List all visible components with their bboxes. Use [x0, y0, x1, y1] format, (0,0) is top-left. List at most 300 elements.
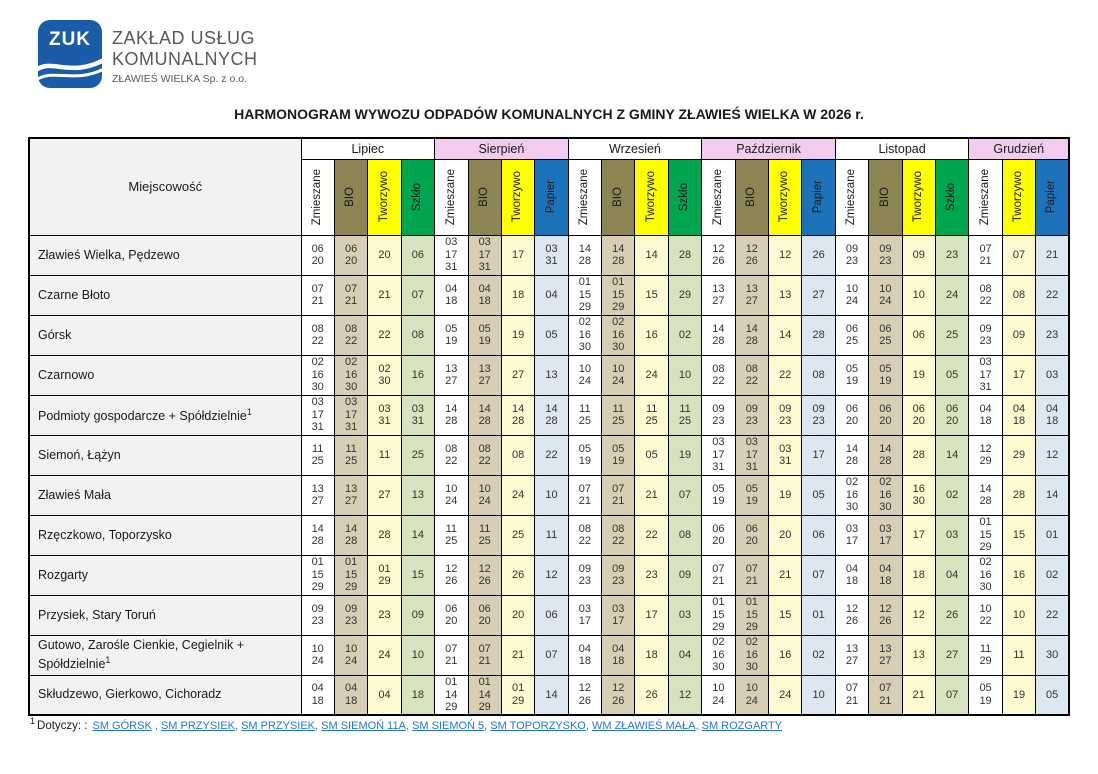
date-stack [802, 369, 834, 382]
date-cell [935, 635, 968, 675]
date-cell [1036, 515, 1069, 555]
date-line: 08 [979, 282, 992, 295]
date-cell [1002, 675, 1035, 715]
date-stack [602, 276, 634, 314]
date-line: 22 [1045, 288, 1059, 301]
date-line: 12 [1045, 448, 1059, 461]
date-line: 14 [1045, 488, 1059, 501]
fraction-header-szklo [668, 159, 701, 235]
date-line: 22 [779, 368, 792, 381]
date-stack [535, 449, 567, 462]
date-cell [535, 395, 568, 435]
date-line: 04 [612, 642, 625, 655]
date-cell [802, 235, 835, 275]
date-stack [969, 403, 1001, 428]
fraction-header-papier [802, 159, 835, 235]
date-line: 15 [411, 568, 425, 581]
date-line: 01 [578, 276, 591, 289]
date-line: 14 [545, 688, 558, 701]
fraction-header-label: Tworzywo [912, 171, 925, 223]
date-line: 16 [645, 328, 658, 341]
date-stack [702, 283, 734, 308]
date-stack [335, 523, 367, 548]
date-line: 03 [545, 242, 558, 255]
date-line: 26 [879, 615, 892, 627]
date-stack [1036, 569, 1068, 582]
date-stack [802, 249, 834, 262]
date-line: 21 [745, 575, 758, 587]
date-cell [602, 555, 635, 595]
date-line: 10 [912, 288, 925, 301]
date-stack [1036, 329, 1068, 342]
date-cell [668, 515, 701, 555]
date-stack [402, 689, 434, 702]
date-line: 14 [712, 322, 725, 335]
date-stack [635, 369, 667, 382]
date-line: 08 [311, 322, 324, 335]
date-stack [335, 643, 367, 668]
footnote-link-separator: , [585, 719, 592, 732]
date-line: 22 [745, 375, 758, 387]
table-row [29, 515, 1069, 555]
date-line: 19 [979, 694, 992, 707]
date-stack [903, 403, 935, 428]
logo-wave-icon [38, 56, 102, 86]
date-cell [702, 475, 735, 515]
date-line: 02 [612, 316, 625, 329]
date-line: 17 [478, 248, 491, 261]
date-cell [301, 475, 334, 515]
date-cell [668, 275, 701, 315]
date-stack [402, 489, 434, 502]
date-stack [502, 369, 534, 382]
date-cell [435, 435, 468, 475]
date-line: 06 [545, 608, 558, 621]
date-cell [501, 675, 534, 715]
date-line: 17 [745, 448, 758, 461]
date-stack [903, 249, 935, 262]
date-cell [769, 435, 802, 475]
date-line: 01 [712, 596, 725, 609]
date-stack [502, 682, 534, 707]
date-stack [802, 689, 834, 702]
date-line: 11 [1013, 648, 1025, 661]
date-line: 29 [979, 541, 992, 554]
date-line: 03 [612, 602, 625, 615]
date-line: 28 [378, 528, 391, 541]
date-line: 22 [478, 455, 491, 467]
date-line: 03 [879, 522, 892, 535]
date-stack [569, 443, 601, 468]
date-cell [835, 675, 868, 715]
date-stack [769, 569, 801, 582]
date-stack [535, 649, 567, 662]
date-cell [769, 475, 802, 515]
date-line: 15 [779, 608, 792, 621]
footnote-link[interactable]: SM GÓRSK [92, 719, 152, 732]
date-line: 16 [745, 648, 758, 661]
date-stack [502, 489, 534, 502]
date-stack [869, 523, 901, 548]
month-header-row [29, 138, 1069, 159]
date-line: 02 [812, 648, 825, 661]
date-cell [501, 515, 534, 555]
date-stack [836, 243, 868, 268]
month-header-1: Lipiec [301, 138, 435, 159]
date-line: 11 [378, 448, 391, 461]
date-line: 03 [845, 522, 859, 535]
date-cell [1002, 595, 1035, 635]
date-line: 15 [612, 288, 625, 301]
date-stack [769, 403, 801, 428]
date-stack [302, 643, 334, 668]
date-stack [469, 363, 501, 388]
table-row [29, 675, 1069, 715]
date-line: 28 [1012, 488, 1026, 501]
date-line: 07 [812, 568, 825, 581]
date-line: 09 [311, 602, 324, 615]
date-line: 10 [879, 282, 892, 295]
date-cell [969, 395, 1002, 435]
footnote-link[interactable]: SM ROZGARTY [701, 719, 783, 732]
date-line: 31 [378, 415, 391, 427]
date-cell [802, 355, 835, 395]
date-cell [301, 515, 334, 555]
date-stack [302, 682, 334, 707]
date-line: 27 [946, 648, 959, 661]
date-stack [769, 609, 801, 622]
date-cell [869, 475, 902, 515]
date-line: 27 [845, 655, 859, 667]
date-stack [469, 403, 501, 428]
date-stack [335, 443, 367, 468]
date-line: 04 [445, 282, 458, 295]
date-stack [569, 363, 601, 388]
date-line: 13 [745, 282, 758, 295]
date-line: 20 [344, 255, 358, 267]
date-line: 29 [378, 575, 391, 587]
date-cell [468, 635, 501, 675]
date-line: 08 [445, 442, 458, 455]
date-stack [368, 449, 400, 462]
date-line: 13 [912, 648, 925, 661]
date-line: 20 [879, 415, 892, 427]
date-cell [635, 515, 668, 555]
date-cell [869, 675, 902, 715]
date-stack [869, 563, 901, 588]
date-cell [568, 475, 601, 515]
date-line: 24 [779, 688, 792, 701]
date-cell [1002, 235, 1035, 275]
place-cell [29, 675, 301, 715]
date-stack [535, 569, 567, 582]
table-row [29, 395, 1069, 435]
date-cell [935, 435, 968, 475]
footnote-link[interactable]: SM SIEMOŃ 5 [412, 719, 485, 732]
date-line: 16 [311, 368, 324, 381]
date-line: 06 [879, 402, 892, 415]
place-cell [29, 555, 301, 595]
date-stack [936, 569, 968, 582]
date-line: 05 [812, 488, 825, 501]
date-line: 07 [712, 562, 725, 575]
date-line: 25 [578, 415, 591, 427]
date-line: 12 [779, 248, 792, 261]
date-stack [569, 316, 601, 354]
fraction-header-tworzywo [902, 159, 935, 235]
date-stack [368, 529, 400, 542]
date-stack [402, 329, 434, 342]
date-stack [469, 643, 501, 668]
date-stack [802, 329, 834, 342]
date-line: 24 [478, 495, 491, 507]
date-line: 10 [812, 688, 825, 701]
date-line: 12 [545, 568, 558, 581]
date-cell [635, 235, 668, 275]
date-cell [602, 595, 635, 635]
date-stack [869, 443, 901, 468]
date-line: 25 [845, 335, 859, 347]
date-cell [935, 395, 968, 435]
date-cell [635, 555, 668, 595]
date-line: 05 [478, 322, 491, 335]
date-line: 06 [845, 322, 859, 335]
date-cell [401, 355, 434, 395]
date-stack [1036, 369, 1068, 382]
date-cell [735, 675, 768, 715]
date-line: 16 [612, 328, 625, 341]
date-line: 25 [478, 535, 491, 547]
date-line: 14 [411, 528, 425, 541]
date-cell [702, 515, 735, 555]
date-line: 28 [879, 455, 892, 467]
date-cell [835, 555, 868, 595]
date-stack [702, 563, 734, 588]
date-line: 19 [779, 488, 792, 501]
table-row [29, 555, 1069, 595]
footnote-link-separator: , [405, 719, 413, 732]
footnote-link[interactable]: SM PRZYSIEK [241, 719, 316, 732]
date-stack [469, 603, 501, 628]
date-stack [903, 483, 935, 508]
date-line: 19 [912, 368, 925, 381]
company-name-line3: ZŁAWIEŚ WIELKA Sp. z o.o. [112, 73, 247, 85]
date-stack [836, 476, 868, 514]
date-cell [635, 315, 668, 355]
date-line: 23 [812, 415, 825, 427]
date-stack [1036, 609, 1068, 622]
date-line: 10 [478, 482, 491, 495]
date-cell [301, 435, 334, 475]
date-stack [602, 523, 634, 548]
date-line: 18 [912, 568, 925, 581]
date-line: 10 [845, 282, 859, 295]
date-cell [1002, 435, 1035, 475]
date-line: 23 [1045, 328, 1059, 341]
date-stack [1003, 689, 1035, 702]
date-cell [368, 635, 401, 675]
date-line: 09 [712, 402, 725, 415]
date-line: 10 [578, 362, 591, 375]
date-cell [769, 355, 802, 395]
date-cell [835, 635, 868, 675]
fraction-header-zmieszane [301, 159, 334, 235]
date-line: 21 [478, 655, 491, 667]
date-cell [802, 315, 835, 355]
date-line: 20 [845, 415, 859, 427]
date-line: 09 [912, 248, 925, 261]
date-stack [335, 356, 367, 394]
fraction-header-tworzywo [368, 159, 401, 235]
date-cell [501, 435, 534, 475]
date-stack [1003, 289, 1035, 302]
footnote-link[interactable]: SM PRZYSIEK [160, 719, 235, 732]
date-cell [368, 675, 401, 715]
date-cell [368, 475, 401, 515]
date-line: 06 [411, 248, 425, 261]
date-cell [568, 275, 601, 315]
footnote-link[interactable]: WM ZŁAWIEŚ MAŁA [591, 719, 696, 732]
footnote-links [93, 720, 783, 732]
date-cell [702, 555, 735, 595]
date-line: 10 [311, 642, 324, 655]
date-stack [802, 289, 834, 302]
date-cell [902, 515, 935, 555]
date-stack [836, 603, 868, 628]
date-stack [402, 609, 434, 622]
date-cell [902, 315, 935, 355]
date-cell [468, 395, 501, 435]
date-line: 20 [912, 415, 925, 427]
date-cell [869, 315, 902, 355]
footnote-link[interactable]: SM TOPORZYSKO [490, 719, 586, 732]
date-cell [835, 475, 868, 515]
date-cell [935, 355, 968, 395]
fraction-header-label: Papier [544, 180, 557, 214]
date-line: 27 [879, 655, 892, 667]
date-stack [736, 436, 768, 474]
date-line: 19 [478, 335, 491, 347]
date-stack [869, 243, 901, 268]
date-stack [903, 369, 935, 382]
date-line: 28 [545, 415, 558, 427]
date-stack [502, 649, 534, 662]
date-line: 17 [712, 448, 725, 461]
date-cell [668, 555, 701, 595]
date-cell [969, 515, 1002, 555]
date-line: 24 [946, 288, 959, 301]
date-line: 30 [344, 381, 358, 394]
date-line: 10 [545, 488, 558, 501]
date-cell [969, 675, 1002, 715]
date-line: 22 [311, 335, 324, 347]
date-stack [602, 403, 634, 428]
date-cell [334, 675, 367, 715]
date-stack [435, 676, 467, 714]
date-cell [602, 355, 635, 395]
date-line: 27 [478, 375, 491, 387]
date-stack [469, 236, 501, 274]
date-cell [1036, 355, 1069, 395]
date-cell [435, 315, 468, 355]
date-cell [835, 315, 868, 355]
date-line: 04 [879, 562, 892, 575]
date-line: 20 [712, 535, 725, 547]
date-line: 27 [745, 295, 758, 307]
date-line: 15 [712, 608, 725, 621]
date-cell [435, 235, 468, 275]
date-line: 11 [311, 442, 324, 455]
date-line: 04 [979, 402, 992, 415]
date-stack [969, 356, 1001, 394]
date-cell [902, 555, 935, 595]
date-line: 24 [712, 694, 725, 707]
date-stack [936, 289, 968, 302]
date-line: 29 [612, 301, 625, 314]
date-stack [969, 682, 1001, 707]
date-cell [401, 635, 434, 675]
place-cell [29, 475, 301, 515]
date-cell [568, 515, 601, 555]
date-line: 09 [845, 242, 859, 255]
date-line: 24 [378, 648, 391, 661]
place-name: Zławieś Mała [38, 487, 111, 502]
date-stack [602, 316, 634, 354]
date-cell [869, 435, 902, 475]
date-line: 05 [979, 682, 992, 695]
date-stack [969, 443, 1001, 468]
date-line: 29 [478, 701, 491, 713]
date-cell [401, 315, 434, 355]
fraction-header-papier [1036, 159, 1069, 235]
date-line: 18 [879, 575, 892, 587]
date-line: 08 [478, 442, 491, 455]
date-stack [1003, 489, 1035, 502]
date-cell [969, 315, 1002, 355]
date-stack [535, 329, 567, 342]
date-cell [301, 355, 334, 395]
date-cell [468, 555, 501, 595]
date-line: 04 [1045, 402, 1059, 415]
date-cell [568, 395, 601, 435]
date-line: 31 [311, 421, 324, 434]
date-line: 11 [445, 522, 458, 535]
date-cell [301, 595, 334, 635]
date-line: 16 [344, 368, 358, 381]
date-line: 11 [645, 402, 658, 415]
date-stack [469, 283, 501, 308]
date-cell [602, 435, 635, 475]
date-line: 14 [578, 242, 591, 255]
date-stack [569, 483, 601, 508]
date-stack [769, 443, 801, 468]
date-line: 03 [344, 396, 358, 409]
date-line: 25 [445, 535, 458, 547]
date-line: 14 [478, 402, 491, 415]
date-stack [569, 563, 601, 588]
date-cell [702, 595, 735, 635]
date-cell [602, 675, 635, 715]
date-line: 28 [612, 255, 625, 267]
place-cell [29, 595, 301, 635]
date-line: 06 [712, 522, 725, 535]
date-line: 03 [779, 442, 792, 455]
date-stack [402, 529, 434, 542]
fraction-header-tworzywo [635, 159, 668, 235]
place-cell [29, 435, 301, 475]
date-cell [635, 475, 668, 515]
footnote-link[interactable]: SM SIEMOŃ 11A [321, 719, 406, 732]
